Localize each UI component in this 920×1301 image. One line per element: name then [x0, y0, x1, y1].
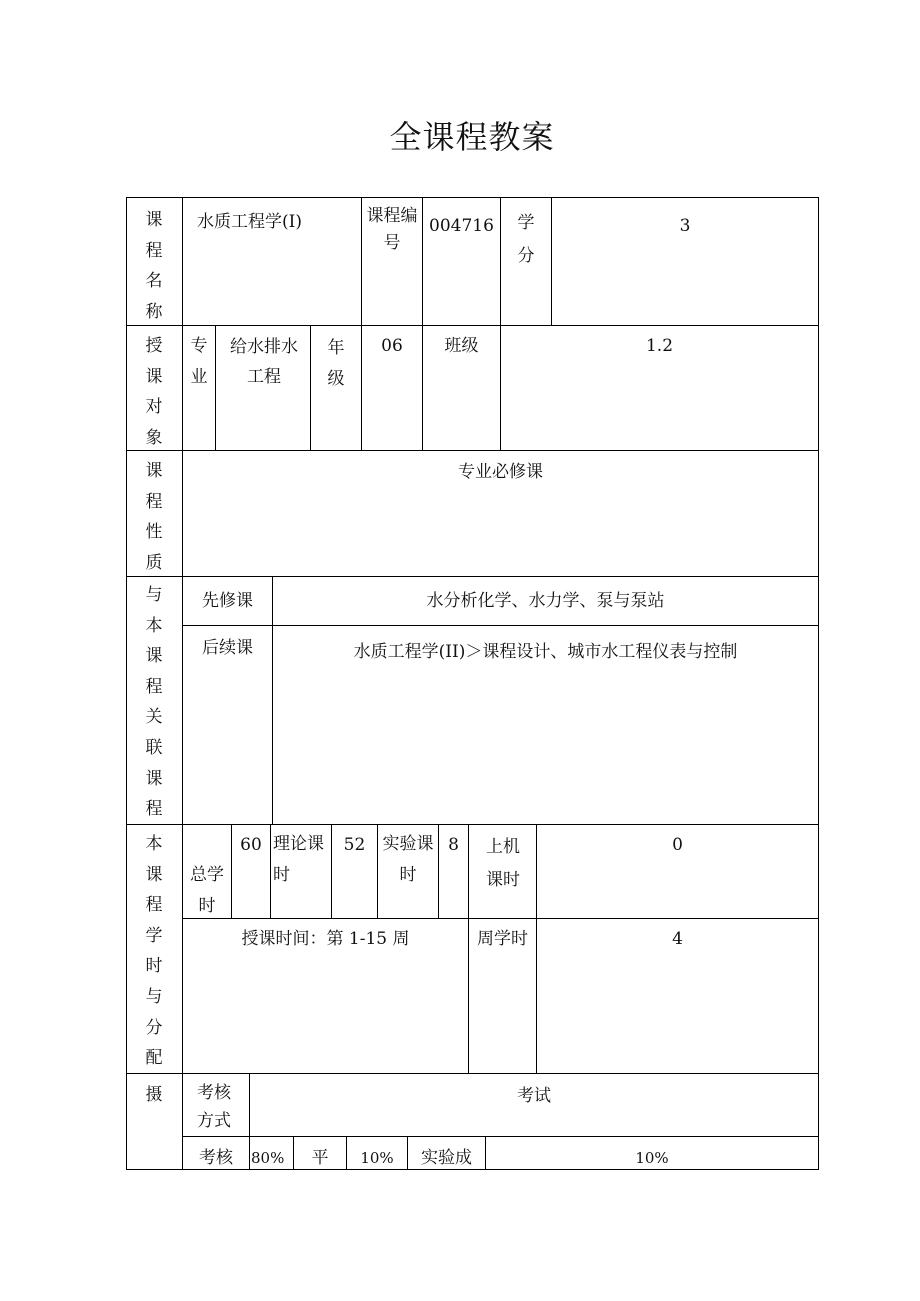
theory-hours-value: 52 — [343, 835, 366, 855]
computer-hours-label: 上机课时 — [486, 837, 520, 890]
total-hours-label: 总学时 — [190, 865, 224, 916]
nature-label: 课程性质 — [145, 461, 163, 573]
grade-value: 06 — [381, 336, 403, 356]
course-code-label: 课程编号 — [366, 206, 418, 253]
prereq-label: 先修课 — [202, 591, 253, 611]
course-name-value: 水质工程学(I) — [197, 212, 302, 232]
nature-value: 专业必修课 — [458, 462, 543, 482]
major-label: 专业 — [190, 336, 208, 387]
followup-value: 水质工程学(II)＞课程设计、城市水工程仪表与控制 — [353, 642, 738, 662]
course-code-value: 004716 — [429, 216, 494, 236]
hours-label: 本课程学时与分配 — [145, 834, 163, 1069]
theory-hours-label: 理论课时 — [273, 834, 324, 885]
computer-hours-value: 0 — [672, 835, 683, 855]
followup-label: 后续课 — [202, 638, 253, 658]
lab-weight-value: 10% — [635, 1149, 669, 1167]
exam-weight-label: 考核 — [199, 1148, 233, 1168]
weekly-hours-label: 周学时 — [477, 929, 528, 949]
lab-hours-value: 8 — [448, 835, 459, 855]
audience-label: 授课对象 — [145, 336, 163, 448]
relation-label: 与本课程关联课程 — [145, 585, 163, 820]
exam-weight-value: 80% — [251, 1149, 285, 1167]
assessment-label: 摄 — [145, 1085, 163, 1105]
class-value: 1.2 — [645, 336, 674, 356]
prereq-value: 水分析化学、水力学、泵与泵站 — [426, 591, 665, 611]
teaching-period: 授课时间：第 1-15 周 — [241, 929, 410, 949]
assessment-method-value: 考试 — [517, 1086, 551, 1106]
class-label: 班级 — [444, 336, 479, 356]
regular-weight-label: 平 — [311, 1148, 329, 1168]
total-hours-value: 60 — [240, 835, 262, 855]
assessment-method-label: 考核方式 — [197, 1083, 231, 1131]
lab-weight-label: 实验成 — [421, 1148, 472, 1168]
major-value: 给水排水工程 — [230, 337, 298, 387]
credit-value: 3 — [679, 216, 691, 236]
grade-label: 年级 — [327, 338, 345, 389]
course-name-label: 课程名称 — [145, 210, 163, 322]
weekly-hours-value: 4 — [672, 929, 683, 949]
regular-weight-value: 10% — [360, 1149, 394, 1167]
credit-label: 学分 — [517, 213, 535, 266]
lab-hours-label: 实验课时 — [382, 834, 434, 885]
page-title: 全课程教案 — [389, 118, 555, 156]
